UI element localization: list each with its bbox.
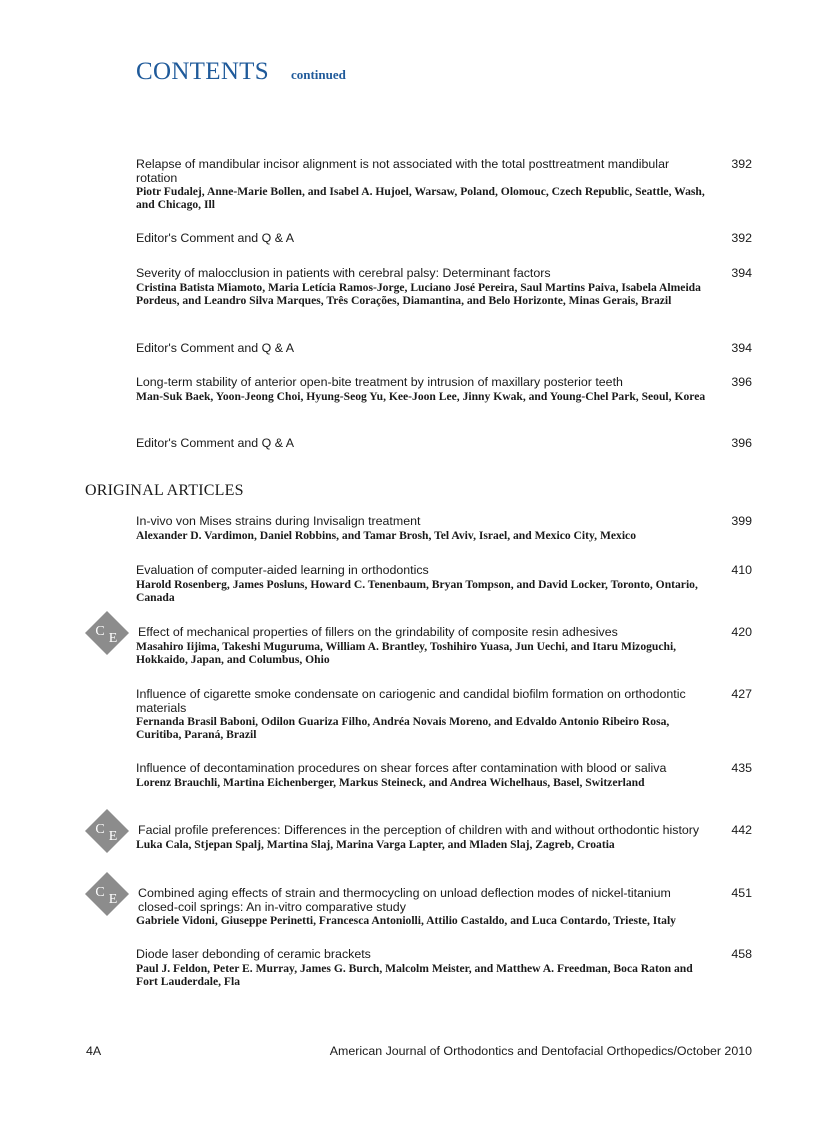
article-title: Influence of decontamination procedures on shear forces after contamination with blood or saliva xyxy=(136,761,667,775)
toc-entry[interactable] xyxy=(136,376,752,403)
page-number: 442 xyxy=(731,823,752,837)
page-number: 396 xyxy=(731,375,752,389)
article-authors: Man-Suk Baek, Yoon-Jeong Choi, Hyung-Seog Yu, Kee-Joon Lee, Jinny Kwak, and Young-Chel Park, Seoul, Korea xyxy=(136,389,706,403)
page-number: 427 xyxy=(731,687,752,701)
article-title: Long-term stability of anterior open-bite treatment by intrusion of maxillary posterior teeth xyxy=(136,375,623,389)
toc-entry[interactable] xyxy=(136,515,752,542)
article-authors: Gabriele Vidoni, Giuseppe Perinetti, Francesca Antoniolli, Attilio Castaldo, and Luca Contardo, Trieste, Italy xyxy=(136,914,676,927)
page-number: 396 xyxy=(731,436,752,450)
page-number: 394 xyxy=(731,341,752,355)
ce-credit-badge-icon xyxy=(84,610,130,656)
article-authors: Piotr Fudalej, Anne-Marie Bollen, and Isabel A. Hujoel, Warsaw, Poland, Olomouc, Czech Republic, Seattle, Wash, and Chicago, Ill xyxy=(136,185,705,211)
page-number: 410 xyxy=(731,563,752,577)
article-title: Diode laser debonding of ceramic brackets xyxy=(136,947,371,961)
section-heading: ORIGINAL ARTICLES xyxy=(85,482,244,499)
toc-entry-ce[interactable] xyxy=(136,824,752,851)
page-number: 435 xyxy=(731,761,752,775)
toc-entry-comment[interactable] xyxy=(136,437,752,451)
footer-page-number: 4A xyxy=(86,1044,102,1058)
toc-entry[interactable] xyxy=(136,564,752,604)
toc-entry[interactable] xyxy=(136,948,752,988)
article-authors: Cristina Batista Miamoto, Maria Letícia Ramos-Jorge, Luciano José Pereira, Saul Martins Paiva, Isabela Almeida Pordeus, and Leandro Silva Marques, Três Corações, Diamantina, and Belo Horizonte, Minas Gerais, Brazil xyxy=(136,280,701,307)
comment-title: Editor's Comment and Q & A xyxy=(136,341,295,355)
svg-text:C: C xyxy=(95,624,105,639)
article-title: Facial profile preferences: Differences in the perception of children with and without orthodontic history xyxy=(138,823,700,837)
comment-title: Editor's Comment and Q & A xyxy=(136,231,295,245)
ce-credit-badge-icon xyxy=(84,808,130,854)
svg-text:C: C xyxy=(95,885,105,900)
article-title: Influence of cigarette smoke condensate on cariogenic and candidal biofilm formation on orthodontic materials xyxy=(136,687,686,715)
ce-credit-badge-icon xyxy=(84,871,130,917)
continued-label: continued xyxy=(290,67,346,82)
contents-header xyxy=(136,58,346,86)
article-title: Evaluation of computer-aided learning in orthodontics xyxy=(136,563,429,577)
svg-text:C: C xyxy=(95,822,105,837)
article-authors: Luka Cala, Stjepan Spalj, Martina Slaj, Marina Varga Lapter, and Mladen Slaj, Zagreb, Croatia xyxy=(136,837,615,851)
toc-entry[interactable] xyxy=(136,267,752,307)
article-title: Severity of malocclusion in patients with cerebral palsy: Determinant factors xyxy=(136,266,551,280)
toc-entry-ce[interactable] xyxy=(136,887,752,927)
article-title: Relapse of mandibular incisor alignment is not associated with the total posttreatment mandibular rotation xyxy=(136,157,670,185)
page-number: 420 xyxy=(731,625,752,639)
comment-title: Editor's Comment and Q & A xyxy=(136,436,295,450)
svg-text:E: E xyxy=(108,829,118,844)
page-number: 394 xyxy=(731,266,752,280)
article-authors: Harold Rosenberg, James Posluns, Howard C. Tenenbaum, Bryan Tompson, and David Locker, Toronto, Ontario, Canada xyxy=(136,577,698,604)
article-authors: Lorenz Brauchli, Martina Eichenberger, Markus Steineck, and Andrea Wichelhaus, Basel, Switzerland xyxy=(136,775,645,789)
page-title: CONTENTS xyxy=(136,58,269,85)
toc-entry-comment[interactable] xyxy=(136,342,752,356)
page-number: 399 xyxy=(731,514,752,528)
page-number: 392 xyxy=(731,157,752,171)
article-authors: Fernanda Brasil Baboni, Odilon Guariza Filho, Andréa Novais Moreno, and Edvaldo Antonio Ribeiro Rosa, Curitiba, Paraná, Brazil xyxy=(136,715,670,741)
svg-text:E: E xyxy=(108,892,118,907)
article-authors: Masahiro Iijima, Takeshi Muguruma, William A. Brantley, Toshihiro Yuasa, Jun Uechi, and Itaru Mizoguchi, Hokkaido, Japan, and Columbus, Ohio xyxy=(136,639,677,666)
article-title: In-vivo von Mises strains during Invisalign treatment xyxy=(136,514,421,528)
article-title: Combined aging effects of strain and thermocycling on unload deflection modes of nickel-titanium closed-coil springs: An in-vitro comparative study xyxy=(138,886,671,914)
svg-text:E: E xyxy=(108,631,118,646)
page-number: 392 xyxy=(731,231,752,245)
article-title: Effect of mechanical properties of fillers on the grindability of composite resin adhesives xyxy=(138,625,618,639)
toc-entry-comment[interactable] xyxy=(136,232,752,246)
article-authors: Paul J. Feldon, Peter E. Murray, James G. Burch, Malcolm Meister, and Matthew A. Freedman, Boca Raton and Fort Lauderdale, Fla xyxy=(136,961,693,988)
footer-journal: American Journal of Orthodontics and Dentofacial Orthopedics/October 2010 xyxy=(329,1044,752,1058)
toc-entry-ce[interactable] xyxy=(136,626,752,666)
toc-entry[interactable] xyxy=(136,762,752,789)
page-number: 458 xyxy=(731,947,752,961)
page-number: 451 xyxy=(731,886,752,900)
toc-entry[interactable] xyxy=(136,688,752,741)
article-authors: Alexander D. Vardimon, Daniel Robbins, and Tamar Brosh, Tel Aviv, Israel, and Mexico City, Mexico xyxy=(136,528,636,542)
toc-entry[interactable] xyxy=(136,158,752,211)
